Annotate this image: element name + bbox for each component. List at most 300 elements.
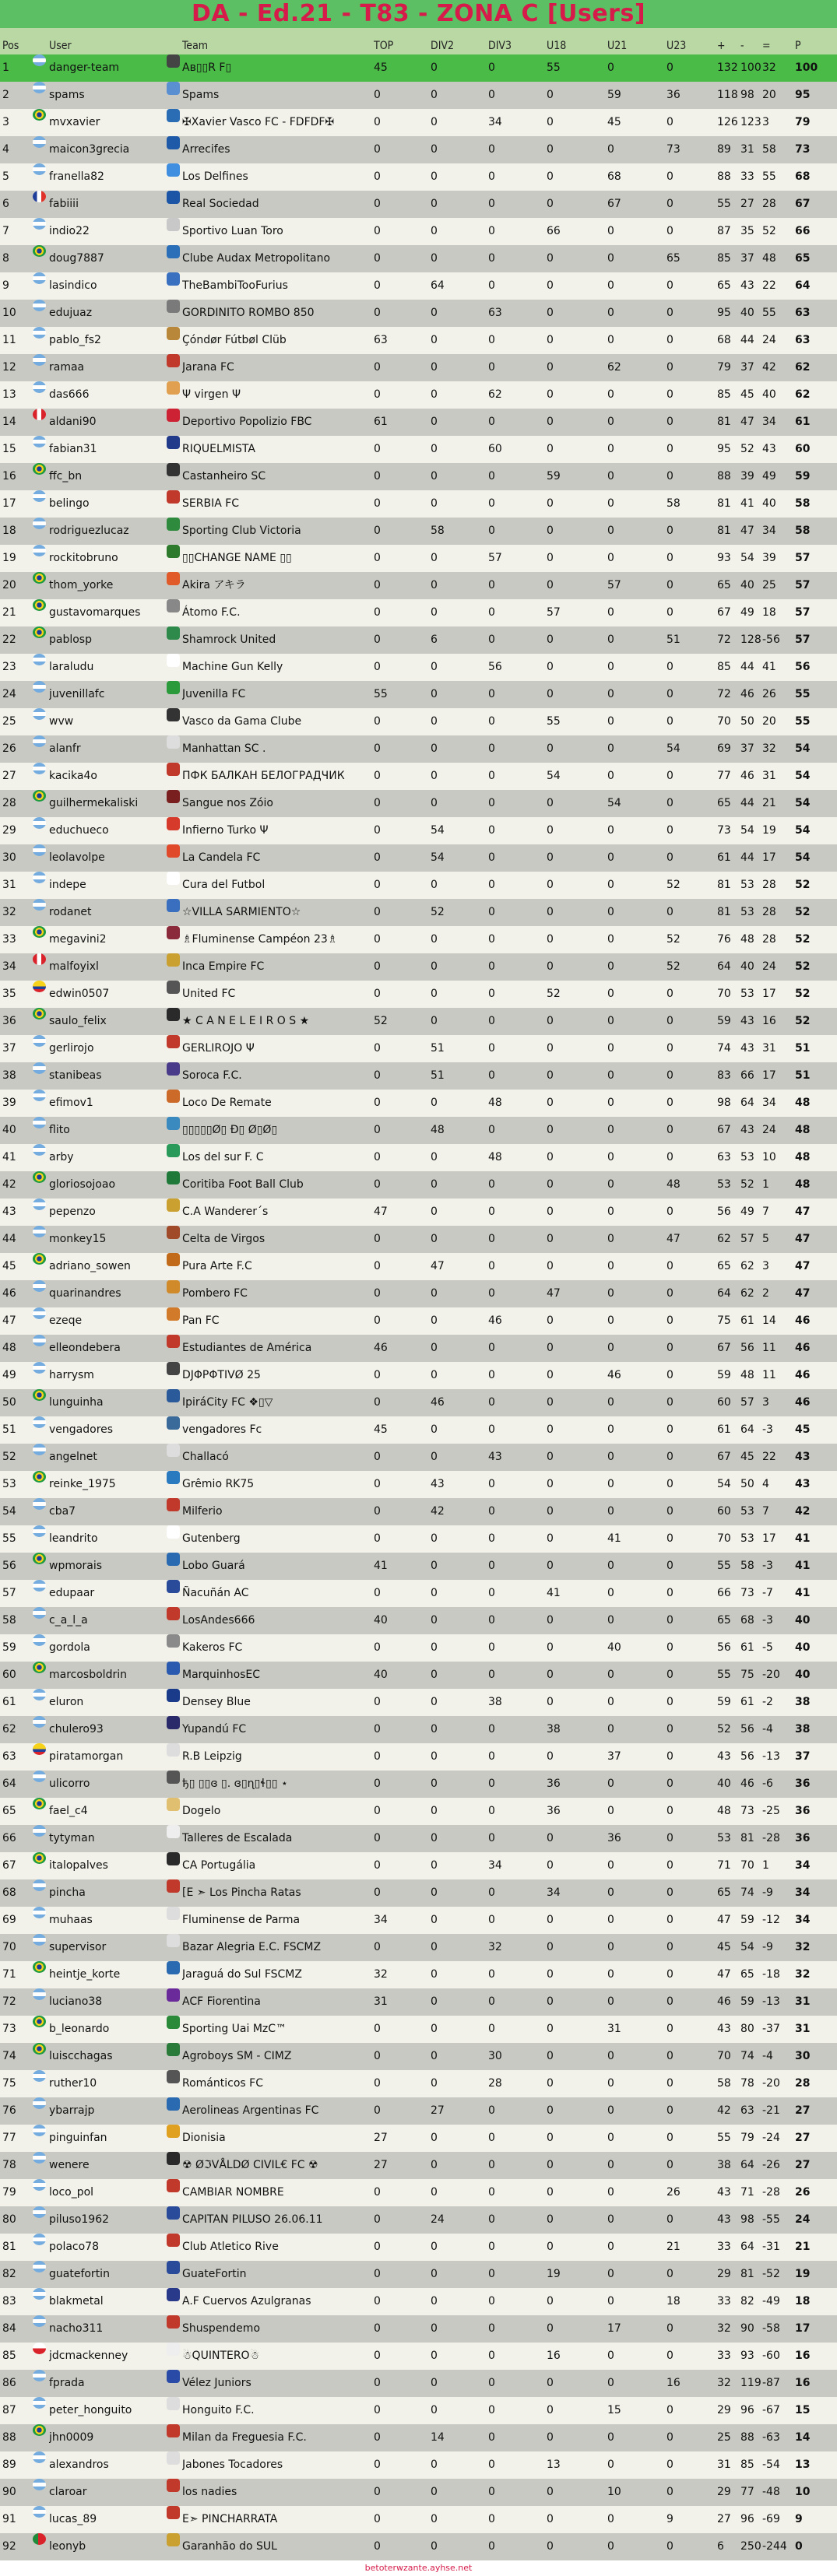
row-user[interactable]: alanfr [49, 742, 81, 755]
row-team[interactable]: ✠Xavier Vasco FC - FDFDF✠ [182, 116, 335, 128]
row-pos: 10 [2, 307, 16, 319]
row-minus: 64 [740, 1097, 754, 1109]
table-row [0, 1852, 837, 1879]
row-team[interactable]: Vasco da Gama Clube [182, 715, 302, 728]
row-team[interactable]: Challacó [182, 1451, 229, 1463]
team-logo-icon [167, 54, 180, 68]
row-user[interactable]: rodanet [49, 906, 92, 918]
row-team[interactable]: Dionisia [182, 2132, 226, 2144]
row-user[interactable]: ffc_bn [49, 470, 83, 483]
row-team[interactable]: Milferio [182, 1505, 223, 1518]
row-user[interactable]: jhn0009 [49, 2431, 94, 2444]
row-team[interactable]: E➣ PINCHARRATA [182, 2513, 278, 2525]
row-team[interactable]: C.A Wanderer´s [182, 1206, 269, 1218]
row-team[interactable]: GuateFortin [182, 2268, 247, 2280]
row-user[interactable]: lasindico [49, 279, 97, 292]
row-team[interactable]: Sporting Club Victoria [182, 525, 301, 537]
row-pos: 72 [2, 1995, 16, 2008]
row-div3: 0 [488, 2132, 495, 2144]
row-user[interactable]: das666 [49, 388, 90, 401]
row-team[interactable]: ☆VILLA SARMIENTO☆ [182, 906, 301, 918]
row-team[interactable]: Densey Blue [182, 1696, 251, 1708]
row-team[interactable]: ♗Fluminense Campéon 23♗ [182, 933, 338, 946]
row-top: 0 [374, 525, 381, 537]
row-u18: 16 [547, 2350, 561, 2362]
flag-icon [33, 2479, 46, 2490]
row-user[interactable]: wpmorais [49, 1560, 103, 1572]
row-user[interactable]: rockitobruno [49, 552, 118, 564]
flag-icon [33, 1662, 46, 1673]
row-u21: 0 [607, 606, 614, 619]
row-points: 41 [795, 1560, 811, 1572]
row-u23: 47 [666, 1233, 681, 1245]
row-user[interactable]: fabiiii [49, 198, 79, 210]
row-u18: 0 [547, 2431, 554, 2444]
row-team[interactable]: Dogelo [182, 1805, 221, 1817]
row-user[interactable]: ruther10 [49, 2077, 97, 2090]
row-user[interactable]: guilhermekaliski [49, 797, 139, 809]
row-u23: 0 [666, 1396, 673, 1409]
row-pos: 54 [2, 1505, 16, 1518]
row-team[interactable]: Akira アキラ [182, 579, 246, 591]
row-user[interactable]: leolavolpe [49, 851, 105, 864]
row-top: 0 [374, 1178, 381, 1191]
row-team[interactable]: Aв▯▯R F▯ [182, 61, 232, 74]
row-top: 0 [374, 1941, 381, 1953]
row-user[interactable]: thom_yorke [49, 579, 114, 591]
row-div2: 0 [431, 715, 438, 728]
row-u23: 65 [666, 252, 681, 265]
row-user[interactable]: educhueco [49, 824, 109, 837]
row-plus: 63 [717, 1151, 731, 1163]
row-user[interactable]: polaco78 [49, 2241, 99, 2253]
row-team[interactable]: Castanheiro SC [182, 470, 266, 483]
row-plus: 70 [717, 715, 731, 728]
row-user[interactable]: malfoyixl [49, 960, 99, 973]
row-pos: 23 [2, 661, 16, 673]
row-user[interactable]: fprada [49, 2377, 85, 2389]
row-u21: 0 [607, 2540, 614, 2553]
row-team[interactable]: RIQUELMISTA [182, 443, 255, 455]
row-user[interactable]: franella82 [49, 170, 104, 183]
row-team[interactable]: Agroboys SM - CIMZ [182, 2050, 292, 2062]
row-team[interactable]: IpiráCity FC ❖▯▽ [182, 1396, 273, 1409]
row-team[interactable]: los nadies [182, 2486, 237, 2498]
team-logo-icon [167, 2343, 180, 2356]
row-team[interactable]: Aerolineas Argentinas FC [182, 2104, 319, 2117]
row-team[interactable]: Kakeros FC [182, 1641, 243, 1654]
row-diff: 5 [762, 1233, 769, 1245]
row-top: 0 [374, 2077, 381, 2090]
team-logo-icon [167, 545, 180, 558]
row-user[interactable]: cba7 [49, 1505, 76, 1518]
row-team[interactable]: vengadores Fc [182, 1423, 262, 1436]
row-team[interactable]: CAPITAN PILUSO 26.06.11 [182, 2213, 323, 2226]
row-team[interactable]: Sportivo Luan Toro [182, 225, 283, 237]
row-team[interactable]: Inca Empire FC [182, 960, 265, 973]
row-pos: 58 [2, 1614, 16, 1627]
row-pos: 18 [2, 525, 16, 537]
row-user[interactable]: juvenillafc [49, 688, 105, 700]
row-minus: 96 [740, 2404, 754, 2416]
row-user[interactable]: lunguinha [49, 1396, 104, 1409]
row-u21: 0 [607, 388, 614, 401]
row-u18: 0 [547, 1069, 554, 1082]
row-u23: 0 [666, 1669, 673, 1681]
row-team[interactable]: Machine Gun Kelly [182, 661, 283, 673]
row-user[interactable]: stanibeas [49, 1069, 102, 1082]
table-row [0, 136, 837, 163]
row-div2: 0 [431, 2513, 438, 2525]
team-logo-icon [167, 1934, 180, 1947]
row-user[interactable]: marcosboldrin [49, 1669, 127, 1681]
row-diff: -24 [762, 2132, 780, 2144]
row-diff: 42 [762, 361, 776, 374]
row-u21: 0 [607, 2377, 614, 2389]
row-team[interactable]: Pura Arte F.C [182, 1260, 252, 1272]
row-u18: 0 [547, 143, 554, 156]
row-team[interactable]: Gutenberg [182, 1532, 241, 1545]
row-user[interactable]: ezeqe [49, 1314, 83, 1327]
header-u23: U23 [666, 40, 687, 52]
row-user[interactable]: loco_pol [49, 2186, 94, 2199]
team-logo-icon [167, 2234, 180, 2247]
row-user[interactable]: alexandros [49, 2458, 109, 2471]
row-plus: 81 [717, 906, 731, 918]
row-user[interactable]: supervisor [49, 1941, 107, 1953]
row-team[interactable]: Ñacuñán AC [182, 1587, 249, 1599]
row-user[interactable]: gustavomarques [49, 606, 141, 619]
row-div3: 0 [488, 1369, 495, 1381]
flag-icon [33, 1008, 46, 1020]
row-u18: 0 [547, 2186, 554, 2199]
row-user[interactable]: edupaar [49, 1587, 95, 1599]
row-team[interactable]: Fluminense de Parma [182, 1914, 301, 1926]
row-u23: 0 [666, 61, 673, 74]
row-team[interactable]: Manhattan SC . [182, 742, 266, 755]
row-u21: 0 [607, 2132, 614, 2144]
row-team[interactable]: Shamrock United [182, 633, 276, 646]
row-team[interactable]: Spams [182, 89, 220, 101]
row-user[interactable]: rodriguezlucaz [49, 525, 129, 537]
table-row [0, 735, 837, 763]
row-team[interactable]: Garanhão do SUL [182, 2540, 277, 2553]
row-team[interactable]: Jarana FC [182, 361, 234, 374]
row-user[interactable]: italopalves [49, 1859, 108, 1872]
row-team[interactable]: ACF Fiorentina [182, 1995, 261, 2008]
row-team[interactable]: Cura del Futbol [182, 879, 266, 891]
table-row [0, 2343, 837, 2370]
row-pos: 30 [2, 851, 16, 864]
row-user[interactable]: adriano_sowen [49, 1260, 131, 1272]
row-pos: 82 [2, 2268, 16, 2280]
row-user[interactable]: belingo [49, 497, 90, 510]
row-team[interactable]: Sporting Uai MzC™ [182, 2023, 287, 2035]
row-team[interactable]: Bazar Alegria E.C. FSCMZ [182, 1941, 322, 1953]
row-team[interactable]: ▯▯CHANGE NAME ▯▯ [182, 552, 292, 564]
header-diff: = [762, 40, 771, 52]
row-team[interactable]: SERBIA FC [182, 497, 240, 510]
row-team[interactable]: DJΦΡΦΤΙVØ 25 [182, 1369, 261, 1381]
row-div2: 51 [431, 1069, 445, 1082]
row-minus: 66 [740, 1069, 754, 1082]
row-team[interactable]: Jaraguá do Sul FSCMZ [182, 1968, 302, 1981]
row-minus: 37 [740, 361, 754, 374]
table-row [0, 1117, 837, 1144]
row-user[interactable]: danger-team [49, 61, 120, 74]
row-user[interactable]: wenere [49, 2159, 90, 2171]
table-row [0, 1525, 837, 1553]
row-top: 0 [374, 1069, 381, 1082]
row-team[interactable]: Clube Audax Metropolitano [182, 252, 331, 265]
row-team[interactable]: ★ C A N E L E I R O S ★ [182, 1015, 310, 1027]
row-user[interactable]: guatefortin [49, 2268, 110, 2280]
row-team[interactable]: Pan FC [182, 1314, 220, 1327]
row-user[interactable]: angelnet [49, 1451, 97, 1463]
row-team[interactable]: ПФК БАЛКАН БЕЛОГРАДЧИК [182, 770, 345, 782]
row-team[interactable]: GERLIROJO Ψ [182, 1042, 255, 1055]
row-user[interactable]: wvw [49, 715, 74, 728]
row-div2: 52 [431, 906, 445, 918]
row-u21: 0 [607, 770, 614, 782]
row-points: 48 [795, 1124, 811, 1136]
row-team[interactable]: Infierno Turko Ψ [182, 824, 269, 837]
row-pos: 27 [2, 770, 16, 782]
row-pos: 9 [2, 279, 9, 292]
row-user[interactable]: heintje_korte [49, 1968, 121, 1981]
row-team[interactable]: GORDINITO ROMBO 850 [182, 307, 315, 319]
row-team[interactable]: La Candela FC [182, 851, 261, 864]
row-user[interactable]: saulo_felix [49, 1015, 107, 1027]
row-user[interactable]: luciano38 [49, 1995, 103, 2008]
row-user[interactable]: tytyman [49, 1832, 95, 1844]
row-div3: 0 [488, 497, 495, 510]
row-u21: 0 [607, 1233, 614, 1245]
row-user[interactable]: spams [49, 89, 85, 101]
row-user[interactable]: pepenzo [49, 1206, 96, 1218]
table-row [0, 490, 837, 518]
row-team[interactable]: Shuspendemo [182, 2322, 261, 2335]
row-team[interactable]: Soroca F.C. [182, 1069, 242, 1082]
row-plus: 66 [717, 1587, 731, 1599]
row-team[interactable]: Talleres de Escalada [182, 1832, 293, 1844]
row-user[interactable]: pablo_fs2 [49, 334, 101, 346]
row-user[interactable]: pincha [49, 1886, 86, 1899]
row-u21: 0 [607, 1042, 614, 1055]
row-user[interactable]: kacika4o [49, 770, 97, 782]
row-team[interactable]: TheBambiTooFurius [182, 279, 288, 292]
row-user[interactable]: lucas_89 [49, 2513, 97, 2525]
row-u23: 0 [666, 1532, 673, 1545]
row-user[interactable]: chulero93 [49, 1723, 104, 1735]
row-team[interactable]: Yupandú FC [182, 1723, 247, 1735]
row-pos: 49 [2, 1369, 16, 1381]
row-u23: 0 [666, 797, 673, 809]
row-user[interactable]: monkey15 [49, 1233, 107, 1245]
row-u21: 0 [607, 879, 614, 891]
row-plus: 88 [717, 170, 731, 183]
row-user[interactable]: piluso1962 [49, 2213, 110, 2226]
team-logo-icon [167, 136, 180, 149]
row-team[interactable]: A.F Cuervos Azulgranas [182, 2295, 311, 2308]
row-diff: -52 [762, 2268, 780, 2280]
row-team[interactable]: Milan da Freguesia F.C. [182, 2431, 307, 2444]
team-logo-icon [167, 2097, 180, 2111]
row-user[interactable]: aldani90 [49, 416, 97, 428]
row-team[interactable]: Çóndør Fútbøl Clüb [182, 334, 287, 346]
row-user[interactable]: ybarrajp [49, 2104, 95, 2117]
row-team[interactable]: Arrecifes [182, 143, 230, 156]
row-user[interactable]: eluron [49, 1696, 84, 1708]
row-div3: 0 [488, 1886, 495, 1899]
table-row [0, 2451, 837, 2479]
row-user[interactable]: claroar [49, 2486, 87, 2498]
row-u18: 0 [547, 1206, 554, 1218]
flag-icon [33, 572, 46, 584]
row-user[interactable]: leandrito [49, 1532, 98, 1545]
team-logo-icon [167, 2016, 180, 2029]
row-plus: 47 [717, 1968, 731, 1981]
row-u18: 59 [547, 470, 561, 483]
row-user[interactable]: c_a_l_a [49, 1614, 88, 1627]
row-plus: 64 [717, 960, 731, 973]
row-u18: 0 [547, 1641, 554, 1654]
row-u21: 0 [607, 1505, 614, 1518]
row-div2: 0 [431, 1995, 438, 2008]
row-user[interactable]: edujuaz [49, 307, 93, 319]
row-diff: -244 [762, 2540, 787, 2553]
row-u18: 0 [547, 307, 554, 319]
row-team[interactable]: United FC [182, 988, 236, 1000]
row-user[interactable]: peter_honguito [49, 2404, 132, 2416]
row-user[interactable]: gerlirojo [49, 1042, 94, 1055]
row-user[interactable]: indio22 [49, 225, 90, 237]
row-team[interactable]: CA Portugália [182, 1859, 256, 1872]
row-team[interactable]: Real Sociedad [182, 198, 259, 210]
row-user[interactable]: doug7887 [49, 252, 104, 265]
row-user[interactable]: fabian31 [49, 443, 97, 455]
row-team[interactable]: LosAndes666 [182, 1614, 255, 1627]
row-team[interactable]: [E ➣ Los Pincha Ratas [182, 1886, 301, 1899]
row-points: 62 [795, 388, 811, 401]
row-user[interactable]: ramaa [49, 361, 85, 374]
row-div2: 0 [431, 1451, 438, 1463]
row-team[interactable]: Coritiba Foot Ball Club [182, 1178, 304, 1191]
row-u23: 52 [666, 879, 681, 891]
row-u21: 15 [607, 2404, 621, 2416]
row-u23: 58 [666, 497, 681, 510]
row-user[interactable]: mvxavier [49, 116, 100, 128]
row-user[interactable]: indepe [49, 879, 86, 891]
row-team[interactable]: ▯▯▯▯▯Ø▯ Ð▯ Ø▯Ø▯ [182, 1124, 278, 1136]
row-team[interactable]: Jabones Tocadores [182, 2458, 283, 2471]
table-row [0, 1825, 837, 1852]
row-team[interactable]: Honguito F.C. [182, 2404, 255, 2416]
row-user[interactable]: luiscchagas [49, 2050, 113, 2062]
row-user[interactable]: efimov1 [49, 1097, 93, 1109]
row-team[interactable]: Grêmio RK75 [182, 1478, 255, 1490]
row-user[interactable]: flito [49, 1124, 70, 1136]
row-user[interactable]: ulicorro [49, 1778, 90, 1790]
flag-icon [33, 953, 46, 965]
row-diff: -12 [762, 1914, 780, 1926]
row-user[interactable]: reinke_1975 [49, 1478, 116, 1490]
row-u23: 0 [666, 1750, 673, 1763]
row-team[interactable]: R.B Leipzig [182, 1750, 242, 1763]
row-user[interactable]: maicon3grecia [49, 143, 130, 156]
row-team[interactable]: Átomo F.C. [182, 606, 241, 619]
row-team[interactable]: Club Atletico Rive [182, 2241, 279, 2253]
row-points: 10 [795, 2486, 811, 2498]
row-team[interactable]: CAMBIAR NOMBRE [182, 2186, 284, 2199]
row-div2: 0 [431, 1314, 438, 1327]
row-user[interactable]: harrysm [49, 1369, 94, 1381]
row-team[interactable]: Lobo Guará [182, 1560, 245, 1572]
row-team[interactable]: Ψ virgen Ψ [182, 388, 241, 401]
row-team[interactable]: Los Delfines [182, 170, 248, 183]
row-team[interactable]: MarquinhosEC [182, 1669, 261, 1681]
row-user[interactable]: laraludu [49, 661, 94, 673]
row-user[interactable]: quarinandres [49, 1287, 121, 1300]
row-team[interactable]: Estudiantes de América [182, 1342, 312, 1354]
row-pos: 29 [2, 824, 16, 837]
row-user[interactable]: pinguinfan [49, 2132, 107, 2144]
row-team[interactable]: ☢ ØℑVÅLDØ CIVIL€ FC ☢ [182, 2159, 318, 2171]
row-div3: 0 [488, 1587, 495, 1599]
row-team[interactable]: Juvenilla FC [182, 688, 246, 700]
row-user[interactable]: megavini2 [49, 933, 107, 946]
row-user[interactable]: arby [49, 1151, 74, 1163]
header-div2: DIV2 [431, 40, 455, 52]
row-div3: 0 [488, 1505, 495, 1518]
row-team[interactable]: Románticos FC [182, 2077, 263, 2090]
row-user[interactable]: edwin0507 [49, 988, 110, 1000]
row-div3: 0 [488, 2213, 495, 2226]
row-team[interactable]: Los del sur F. C [182, 1151, 264, 1163]
row-user[interactable]: nacho311 [49, 2322, 104, 2335]
row-team[interactable]: Celta de Virgos [182, 1233, 266, 1245]
row-user[interactable]: leonyb [49, 2540, 86, 2553]
row-user[interactable]: b_leonardo [49, 2023, 110, 2035]
row-team[interactable]: Deportivo Popolizio FBC [182, 416, 312, 428]
row-u21: 0 [607, 1342, 614, 1354]
row-team[interactable]: ☃QUINTERO☃ [182, 2350, 260, 2362]
row-team[interactable]: Pombero FC [182, 1287, 248, 1300]
flag-icon [33, 1171, 46, 1183]
row-user[interactable]: gordola [49, 1641, 90, 1654]
row-user[interactable]: elleondebera [49, 1342, 121, 1354]
row-user[interactable]: muhaas [49, 1914, 93, 1926]
row-user[interactable]: piratamorgan [49, 1750, 124, 1763]
team-logo-icon [167, 599, 180, 612]
row-user[interactable]: pablosp [49, 633, 92, 646]
row-user[interactable]: vengadores [49, 1423, 114, 1436]
row-u23: 0 [666, 1287, 673, 1300]
row-minus: 53 [740, 879, 754, 891]
flag-icon [33, 1307, 46, 1319]
row-div3: 0 [488, 742, 495, 755]
row-user[interactable]: fael_c4 [49, 1805, 88, 1817]
row-team[interactable]: Loco De Remate [182, 1097, 272, 1109]
row-plus: 52 [717, 1723, 731, 1735]
row-team[interactable]: Vélez Juniors [182, 2377, 251, 2389]
row-team[interactable]: Sangue nos Zóio [182, 797, 273, 809]
row-u23: 0 [666, 2322, 673, 2335]
row-user[interactable]: jdcmackenney [49, 2350, 128, 2362]
row-user[interactable]: blakmetal [49, 2295, 104, 2308]
row-team[interactable]: ђ▯ ▯▯ɞ ▯. ɞ▯ɳ▯ɬ▯▯ ⋆ [182, 1778, 288, 1790]
row-user[interactable]: gloriosojoao [49, 1178, 116, 1191]
